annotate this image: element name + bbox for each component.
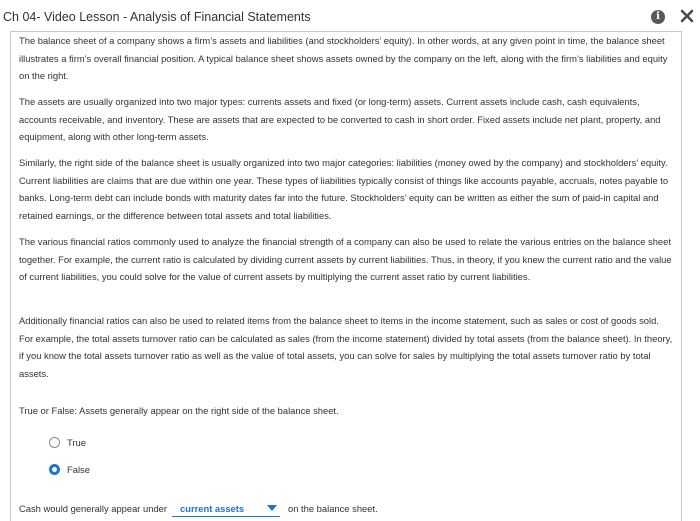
paragraph-balance-sheet: The balance sheet of a company shows a firm’s assets and liabilities (and stockholders’ equity). In other words, at any given point in time, the balance sheet illustrates a firm’s overall financial position. A typical balance sheet shows assets owned by the company on the left, along with the firm’s liabilities and equity on the right. (19, 35, 668, 82)
radio-button-true[interactable] (49, 437, 60, 448)
question-suffix: on the balance sheet. (288, 503, 378, 514)
close-icon-glyph (679, 8, 695, 24)
paragraph-assets: The assets are usually organized into two major types: currents assets and fixed (or long-term) assets. Current assets include cash, cash equivalents, accounts receivable, and inventory. These are assets that are expected to be converted to cash in short order. Fixed assets include net plant, property, and equipment, along with other long-term assets. (19, 96, 661, 143)
radio-button-false[interactable] (49, 464, 60, 475)
chevron-down-icon (267, 505, 277, 511)
question-cash-placement (19, 500, 378, 517)
paragraph-liabilities-equity: Similarly, the right side of the balance sheet is usually organized into two major categories: liabilities (money owed by the company) and stockholders’ equity. Current liabilities are claims that are due within one year. These types of liabilities typically consist of things like accounts payable, accruals, notes payable to banks. Long-term debt can include bonds with maturity dates far into the future. Stockholders’ equity can be written as either the sum of paid-in capital and retained earnings, or the difference between total assets and total liabilities. (19, 157, 669, 221)
title-bar (0, 0, 700, 33)
lesson-content (10, 31, 682, 521)
paragraph-financial-ratios: The various financial ratios commonly used to analyze the financial strength of a company can also be used to relate the various entries on the balance sheet together. For example, the current ratio is calculated by dividing current assets by current liabilities. Thus, in theory, if you knew the current ratio and the value of current liabilities, you could solve for the value of current assets by multiplying the current asset ratio by current liabilities. (19, 236, 672, 283)
question-true-false-prompt: True or False: Assets generally appear on the right side of the balance sheet. (19, 405, 339, 416)
info-icon[interactable]: i (651, 10, 665, 24)
radio-label-false: False (67, 463, 90, 475)
window-title: Ch 04- Video Lesson - Analysis of Financial Statements (3, 10, 311, 24)
radio-option-true[interactable] (49, 434, 86, 450)
dropdown-selected-value: current assets (180, 502, 245, 514)
answer-dropdown[interactable] (172, 501, 280, 517)
close-icon[interactable] (679, 8, 695, 24)
paragraph-income-statement: Additionally financial ratios can also be used to related items from the balance sheet to items in the income statement, such as sales or cost of goods sold. For example, the total assets turnover ratio can be calculated as sales (from the income statement) divided by total assets (from the balance sheet). In theory, if you know the total assets turnover ratio as well as the value of total assets, you can solve for sales by multiplying the total assets turnover ratio by total assets. (19, 315, 673, 379)
radio-label-true: True (67, 436, 86, 448)
question-prefix: Cash would generally appear under (19, 503, 168, 514)
radio-option-false[interactable] (49, 461, 90, 477)
